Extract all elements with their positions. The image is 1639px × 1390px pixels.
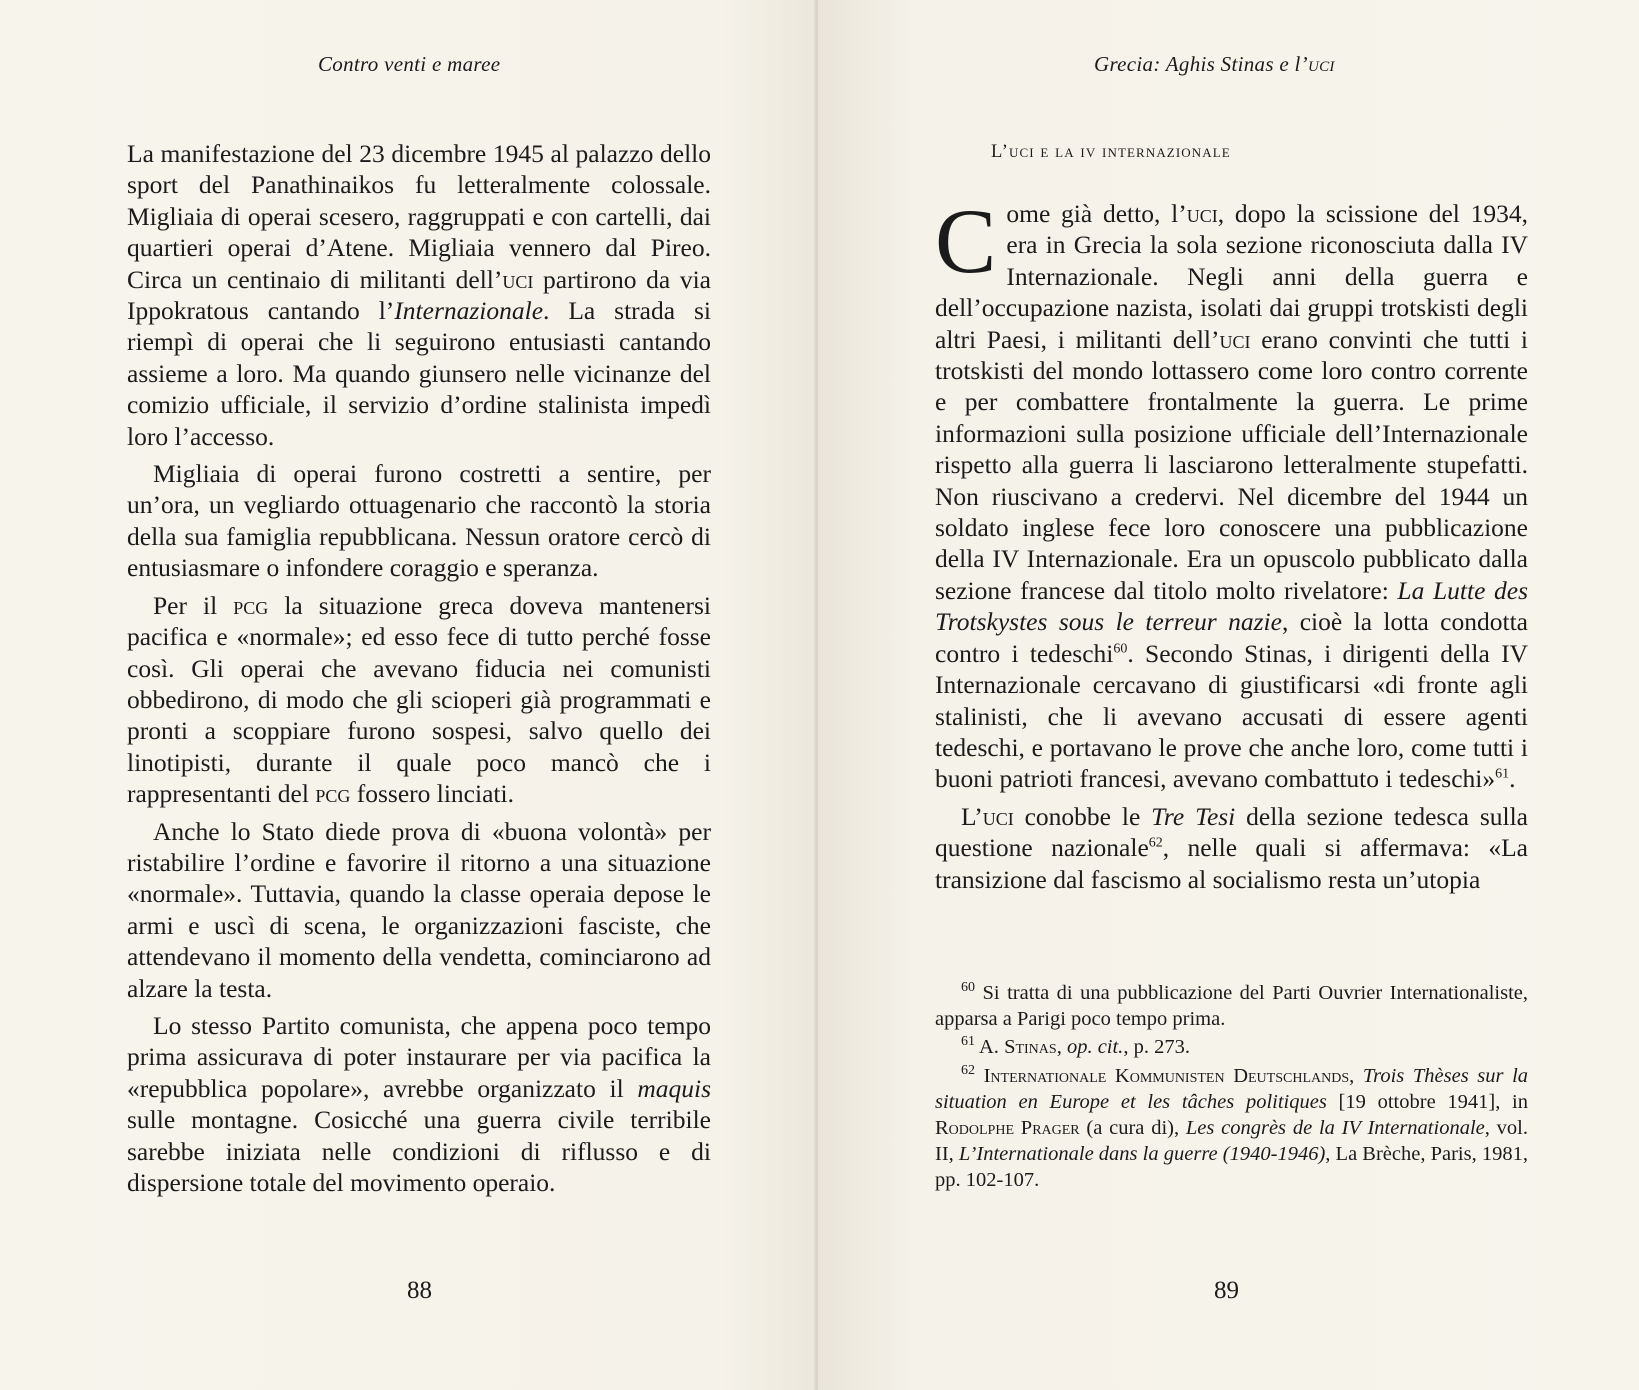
drop-cap: C <box>935 190 997 292</box>
paragraph: La manifestazione del 23 dicembre 1945 al palazzo dello sport del Panathinaikos fu letteralmente colossale. Migliaia di operai scesero, raggruppati e con cartelli, dai quartieri operai d’Atene. Migliaia vennero dal Pireo. Circa un centinaio di militanti dell’uci partirono da via Ippokratous cantando l’Internazionale. La strada si riempì di operai che li seguirono entusiasti cantando assieme a loro. Ma quando giunsero nelle vicinanze del comizio ufficiale, il servizio d’ordine stalinista impedì loro l’accesso. <box>127 139 711 451</box>
right-body-text <box>935 190 1529 901</box>
running-head-left: Contro venti e maree <box>318 52 501 76</box>
footnote: $^{60}$ Si tratta di una pubblicazione del Parti Ouvrier Internationaliste, apparsa a Parigi poco tempo prima. <box>935 980 1528 1031</box>
running-head-right: Grecia: Aghis Stinas e l’uci <box>1094 52 1335 76</box>
section-title: L’uci e la iv internazionale <box>991 142 1231 162</box>
footnote: $^{62}$ Internationale Kommunisten Deutschlands, Trois Thèses sur la situation en Europe et les tâches politiques [19 ottobre 1941], in Rodolphe Prager (a cura di), Les congrès de la IV Internationale, vol. II, L’Internationale dans la guerre (1940-1946), La Brèche, Paris, 1981, pp. 102-107. <box>935 1062 1529 1192</box>
left-page <box>0 0 818 1390</box>
paragraph: Anche lo Stato diede prova di «buona volontà» per ristabilire l’ordine e favorire il ritorno a una situazione «normale». Tuttavia, quando la classe operaia depose le armi e uscì di scena, le organizzazioni fasciste, che attendevano il momento della vendetta, cominciarono ad alzare la testa. <box>127 816 711 1003</box>
paragraph: L’uci conobbe le Tre Tesi della sezione tedesca sulla questione nazionale$^{62}$, nelle quali si affermava: «La transizione dal fascismo al socialismo resta un’utopia <box>935 801 1528 894</box>
footnote: $^{61}$ A. Stinas, op. cit., p. 273. <box>961 1034 1190 1059</box>
footnote-ref: 61 <box>1495 766 1510 782</box>
page-number-left: 88 <box>407 1277 432 1304</box>
footnotes <box>935 980 1528 1196</box>
paragraph: Lo stesso Partito comunista, che appena poco tempo prima assicurava di poter instaurare per via pacifica la «repubblica popolare», avrebbe organizzato il maquis sulle montagne. Cosicché una guerra civile terribile sarebbe iniziata nelle condizioni di riflusso e di dispersione totale del movimento operaio. <box>127 1010 711 1197</box>
footnote-ref: 60 <box>1113 641 1128 657</box>
footnote-ref: 62 <box>1148 835 1163 851</box>
right-page <box>818 0 1639 1390</box>
left-body-text <box>127 138 711 1204</box>
page-number-right: 89 <box>1214 1277 1239 1304</box>
paragraph: Come già detto, l’uci, dopo la scissione del 1934, era in Grecia la sola sezione riconosciuta dalla IV Internazionale. Negli anni della guerra e dell’occupazione nazista, isolati dai gruppi trotskisti degli altri Paesi, i militanti dell’uci erano convinti che tutti i trotskisti del mondo lottassero come loro contro corrente e per combattere frontalmente la guerra. Le prime informazioni sulla posizione ufficiale dell’Internazionale rispetto alla guerra li lasciarono letteralmente stupefatti. Non riuscivano a credervi. Nel dicembre del 1944 un soldato inglese fece loro conoscere una pubblicazione della IV Internazionale. Era un opuscolo pubblicato dalla sezione francese dal titolo molto rivelatore: La Lutte des Trotskystes sous le terreur nazie, cioè la lotta condotta contro i tedeschi$^{60}$. Secondo Stinas, i dirigenti della IV Internazionale cercavano di giustificarsi «di fronte agli stalinisti, che li avevano accusati di essere agenti tedeschi, e portavano le prove che anche loro, come tutti i buoni patrioti francesi, avevano combattuto i tedeschi»$^{61}$. <box>935 190 1529 794</box>
paragraph: Per il pcg la situazione greca doveva mantenersi pacifica e «normale»; ed esso fece di tutto perché fosse così. Gli operai che avevano fiducia nei comunisti obbedirono, di modo che gli scioperi già programmati e pronti a scoppiare furono sospesi, salvo quello dei linotipisti, durante il quale poco mancò che i rappresentanti del pcg fossero linciati. <box>127 590 711 809</box>
paragraph: Migliaia di operai furono costretti a sentire, per un’ora, un vegliardo ottuagenario che raccontò la storia della sua famiglia repubblicana. Nessun oratore cercò di entusiasmare o infondere coraggio e speranza. <box>127 459 711 583</box>
